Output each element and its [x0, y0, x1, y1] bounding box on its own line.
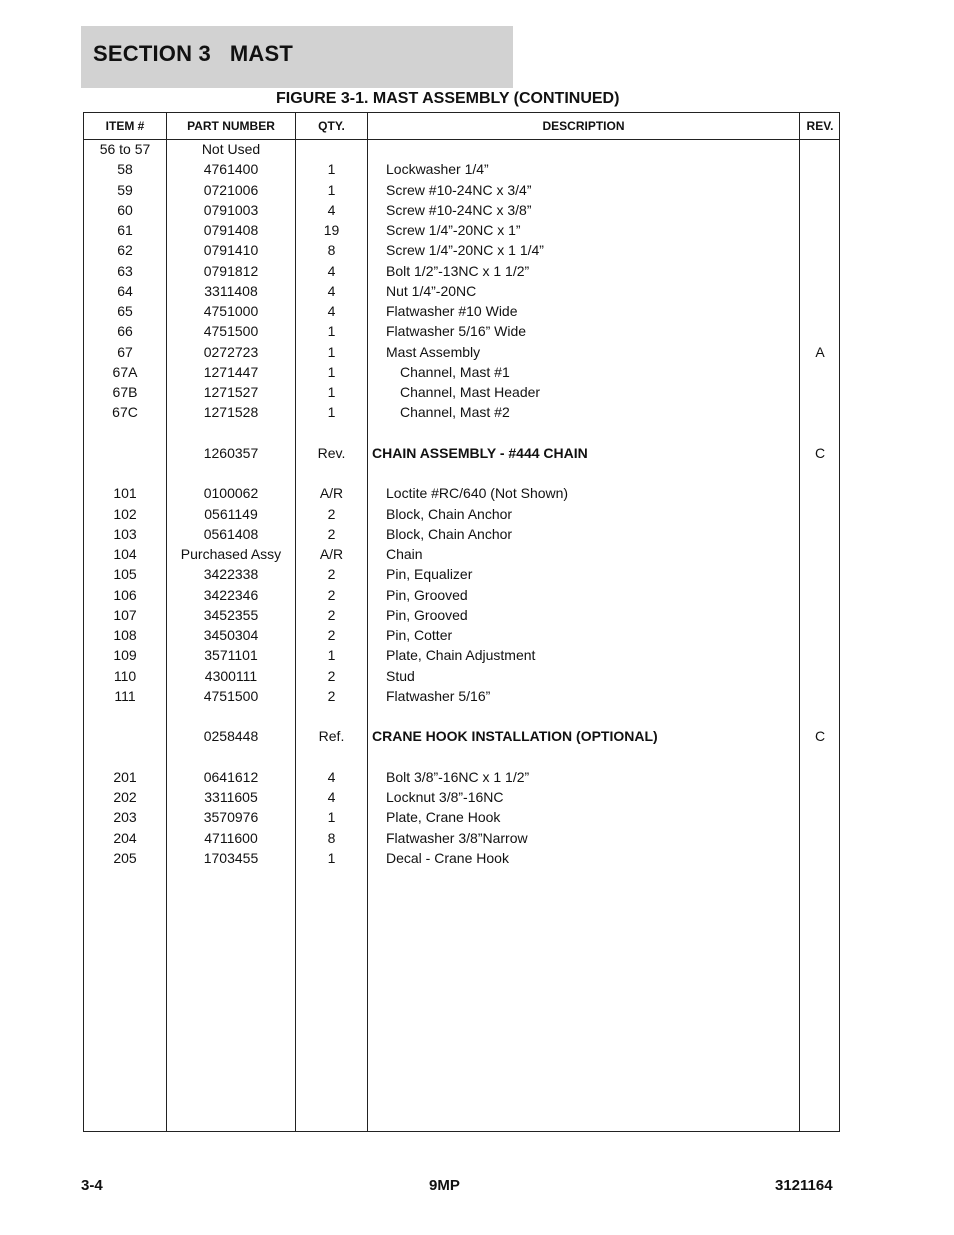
table-row	[84, 202, 839, 222]
document-number: 3121164	[775, 1177, 833, 1194]
description-cell: Flatwasher 5/16”	[386, 687, 491, 704]
qty-cell: 8	[327, 242, 336, 259]
column-header-item: ITEM #	[105, 119, 145, 133]
item-cell: 102	[113, 505, 137, 522]
description-cell: Stud	[386, 667, 415, 684]
part-number-cell: Not Used	[201, 141, 261, 157]
item-cell: 105	[113, 566, 137, 583]
part-number-cell: 4751000	[203, 303, 259, 319]
part-number-cell: 0791410	[203, 242, 259, 259]
part-number-cell: 4761400	[203, 161, 259, 178]
table-row	[84, 769, 839, 789]
item-cell: 110	[113, 667, 137, 684]
part-number-cell: 0721006	[203, 181, 259, 198]
table-row	[84, 182, 839, 202]
part-number-cell: 3422346	[203, 586, 259, 603]
qty-cell: Rev.	[317, 444, 346, 461]
rev-cell: C	[814, 728, 826, 745]
model-name: 9MP	[429, 1177, 460, 1194]
part-number-cell: 3422338	[203, 566, 259, 583]
part-number-cell: 4711600	[204, 829, 258, 846]
qty-cell: 2	[327, 525, 336, 542]
part-number-cell: 1703455	[203, 849, 259, 866]
description-cell: Lockwasher 1/4”	[386, 161, 489, 178]
item-cell: 204	[113, 829, 137, 846]
part-number-cell: 3311605	[204, 789, 258, 805]
description-cell: Plate, Chain Adjustment	[386, 647, 536, 664]
rev-cell: A	[815, 343, 825, 360]
item-cell: 62	[117, 242, 133, 259]
part-number-cell: 0561149	[204, 505, 258, 522]
qty-cell: 2	[327, 586, 336, 603]
part-number-cell: 3571101	[204, 647, 258, 664]
header-divider	[84, 139, 839, 140]
blank-row	[84, 465, 839, 485]
part-number-cell: 3570976	[203, 809, 259, 826]
item-cell: 107	[113, 606, 137, 623]
qty-cell: 1	[327, 343, 336, 360]
table-row	[84, 404, 839, 424]
table-row	[84, 222, 839, 242]
item-cell: 59	[117, 181, 133, 198]
table-row	[84, 526, 839, 546]
section-banner	[81, 26, 513, 88]
table-row	[84, 546, 839, 566]
table-row	[84, 607, 839, 627]
qty-cell: 1	[327, 647, 336, 664]
description-cell: Flatwasher 5/16” Wide	[386, 323, 527, 340]
item-cell: 67B	[112, 384, 138, 400]
rev-cell: C	[814, 444, 826, 461]
qty-cell: 4	[327, 201, 336, 218]
column-header-part-number: PART NUMBER	[187, 119, 275, 133]
part-number-cell: 1271527	[203, 384, 259, 400]
qty-cell: 1	[327, 323, 336, 340]
qty-cell: 1	[327, 849, 336, 866]
table-row	[84, 647, 839, 667]
part-number-cell: 4300111	[204, 667, 258, 684]
table-row	[84, 384, 839, 404]
table-row	[84, 485, 839, 505]
item-cell: 111	[114, 687, 136, 704]
item-cell: 67C	[112, 404, 138, 421]
table-row	[84, 303, 839, 323]
part-number-cell: 3450304	[203, 627, 259, 643]
item-cell: 109	[113, 647, 137, 664]
description-cell: CRANE HOOK INSTALLATION (OPTIONAL)	[372, 728, 658, 745]
qty-cell: 19	[323, 222, 340, 238]
description-cell: Channel, Mast #2	[400, 404, 510, 421]
description-cell: Pin, Grooved	[386, 606, 468, 623]
part-number-cell: 0561408	[203, 525, 259, 542]
description-cell: Screw #10-24NC x 3/4”	[386, 181, 532, 198]
qty-cell: A/R	[319, 546, 344, 562]
part-number-cell: Purchased Assy	[180, 546, 282, 562]
description-cell: Mast Assembly	[386, 343, 481, 360]
table-row	[84, 445, 839, 465]
qty-cell: 2	[327, 566, 336, 583]
description-cell: Channel, Mast #1	[400, 363, 510, 380]
part-number-cell: 0100062	[203, 485, 259, 502]
item-cell: 104	[113, 546, 137, 562]
table-row	[84, 141, 839, 161]
description-cell: Flatwasher #10 Wide	[386, 303, 518, 319]
description-cell: Channel, Mast Header	[400, 384, 541, 400]
part-number-cell: 1271447	[203, 363, 259, 380]
blank-row	[84, 425, 839, 445]
qty-cell: 2	[327, 667, 336, 684]
table-row	[84, 850, 839, 870]
table-row	[84, 728, 839, 748]
table-row	[84, 789, 839, 809]
description-cell: Bolt 3/8”-16NC x 1 1/2”	[386, 768, 530, 785]
qty-cell: 1	[327, 384, 336, 400]
blank-row	[84, 749, 839, 769]
description-cell: Chain	[386, 546, 423, 562]
item-cell: 61	[117, 222, 133, 238]
item-cell: 103	[113, 525, 137, 542]
item-cell: 106	[113, 586, 137, 603]
qty-cell: 1	[327, 404, 336, 421]
item-cell: 64	[117, 282, 133, 299]
qty-cell: 4	[327, 282, 336, 299]
item-cell: 65	[117, 303, 133, 319]
figure-title: FIGURE 3-1. MAST ASSEMBLY (CONTINUED)	[276, 90, 620, 107]
page-number: 3-4	[81, 1177, 103, 1194]
part-number-cell: 4751500	[203, 687, 259, 704]
part-number-cell: 1260357	[203, 444, 259, 461]
description-cell: Pin, Equalizer	[386, 566, 473, 583]
table-body	[84, 141, 839, 870]
item-cell: 101	[113, 485, 137, 502]
description-cell: Flatwasher 3/8”Narrow	[386, 829, 528, 846]
table-row	[84, 566, 839, 586]
description-cell: Locknut 3/8”-16NC	[386, 789, 504, 805]
qty-cell: 1	[327, 161, 336, 178]
description-cell: Decal - Crane Hook	[386, 849, 509, 866]
description-cell: Screw 1/4”-20NC x 1 1/4”	[386, 242, 544, 259]
column-header-qty: QTY.	[318, 119, 345, 133]
description-cell: Nut 1/4”-20NC	[386, 282, 477, 299]
qty-cell: 1	[327, 181, 336, 198]
table-row	[84, 830, 839, 850]
description-cell: Block, Chain Anchor	[386, 505, 513, 522]
part-number-cell: 3452355	[203, 606, 259, 623]
section-title: SECTION 3 MAST	[93, 41, 293, 66]
part-number-cell: 1271528	[203, 404, 259, 421]
table-row	[84, 668, 839, 688]
item-cell: 56 to 57	[99, 141, 151, 157]
item-cell: 66	[117, 323, 133, 340]
description-cell: Screw 1/4”-20NC x 1”	[386, 222, 521, 238]
description-cell: Bolt 1/2”-13NC x 1 1/2”	[386, 262, 530, 279]
qty-cell: 1	[327, 363, 336, 380]
table-row	[84, 263, 839, 283]
qty-cell: 2	[327, 505, 336, 522]
qty-cell: 2	[327, 687, 336, 704]
qty-cell: 8	[327, 829, 336, 846]
item-cell: 201	[113, 768, 137, 785]
table-row	[84, 364, 839, 384]
part-number-cell: 0791812	[203, 262, 259, 279]
description-cell: Loctite #RC/640 (Not Shown)	[386, 485, 569, 502]
item-cell: 63	[117, 262, 133, 279]
description-cell: Pin, Cotter	[386, 627, 453, 643]
qty-cell: Ref.	[318, 728, 345, 745]
column-header-description: DESCRIPTION	[542, 119, 625, 133]
qty-cell: 1	[327, 809, 336, 826]
part-number-cell: 0791408	[203, 222, 259, 238]
item-cell: 58	[117, 161, 133, 178]
qty-cell: 4	[327, 262, 336, 279]
item-cell: 203	[113, 809, 137, 826]
part-number-cell: 0641612	[203, 768, 259, 785]
item-cell: 60	[117, 201, 133, 218]
item-cell: 108	[113, 627, 137, 643]
table-row	[84, 809, 839, 829]
table-row	[84, 323, 839, 343]
description-cell: Block, Chain Anchor	[386, 525, 513, 542]
table-row	[84, 161, 839, 181]
item-cell: 202	[113, 789, 137, 805]
blank-row	[84, 708, 839, 728]
part-number-cell: 4751500	[203, 323, 259, 340]
table-row	[84, 283, 839, 303]
item-cell: 67A	[112, 363, 138, 380]
part-number-cell: 0791003	[203, 201, 259, 218]
table-row	[84, 587, 839, 607]
part-number-cell: 0258448	[203, 728, 259, 745]
table-row	[84, 242, 839, 262]
table-row	[84, 506, 839, 526]
column-header-rev: REV.	[806, 119, 834, 133]
description-cell: Screw #10-24NC x 3/8”	[386, 201, 532, 218]
qty-cell: 4	[327, 768, 336, 785]
table-row	[84, 344, 839, 364]
table-row	[84, 688, 839, 708]
item-cell: 205	[113, 849, 137, 866]
description-cell: Plate, Crane Hook	[386, 809, 501, 826]
item-cell: 67	[117, 343, 133, 360]
qty-cell: 2	[327, 606, 336, 623]
description-cell: Pin, Grooved	[386, 586, 468, 603]
part-number-cell: 0272723	[203, 343, 259, 360]
parts-table	[83, 112, 840, 1132]
description-cell: CHAIN ASSEMBLY - #444 CHAIN	[372, 444, 588, 461]
qty-cell: 4	[327, 303, 336, 319]
qty-cell: 4	[327, 789, 336, 805]
qty-cell: 2	[327, 627, 336, 643]
qty-cell: A/R	[319, 485, 344, 502]
part-number-cell: 3311408	[204, 282, 258, 299]
table-row	[84, 627, 839, 647]
